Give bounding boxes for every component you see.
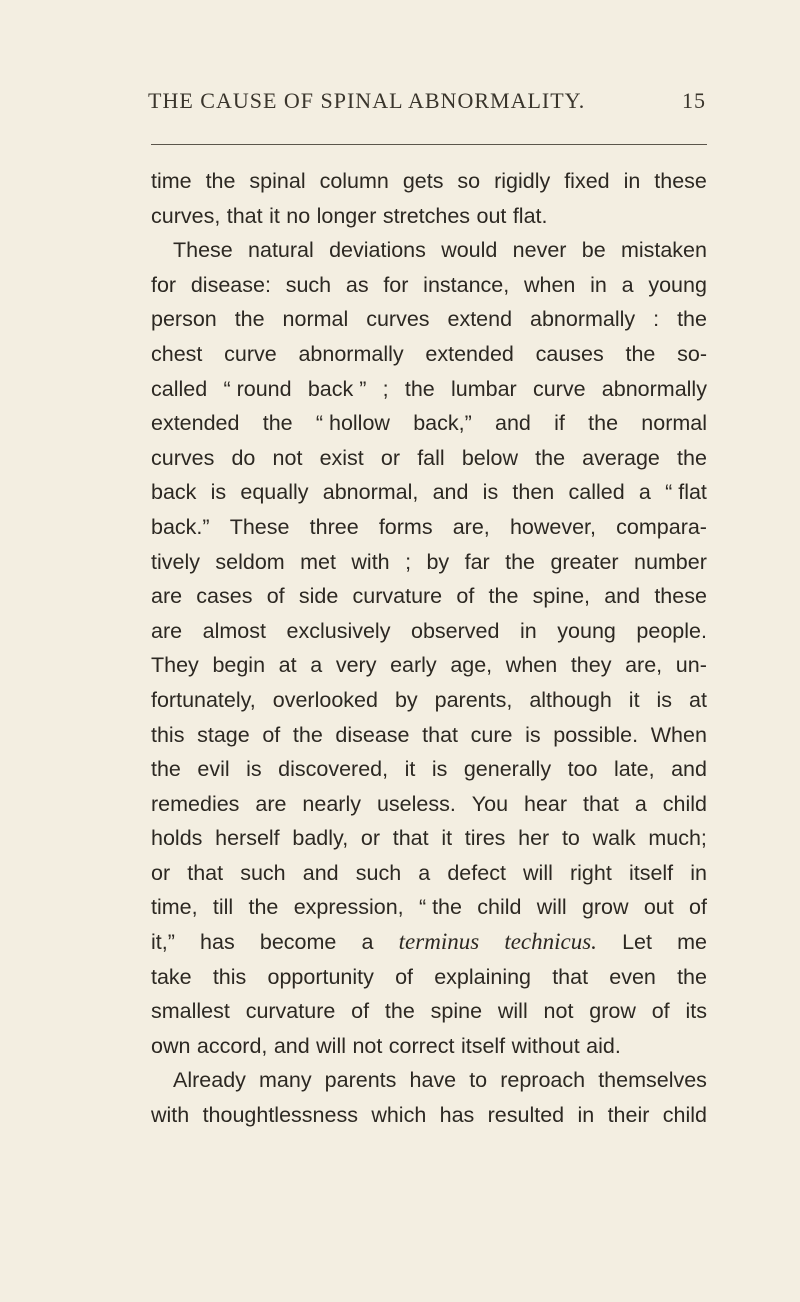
- word: when: [505, 653, 558, 678]
- text-line: [151, 441, 707, 476]
- word: when: [523, 272, 576, 297]
- word: it: [404, 757, 416, 782]
- word: or: [151, 860, 171, 885]
- word: column: [319, 169, 389, 193]
- word: by: [426, 549, 450, 574]
- header-rule: [151, 144, 707, 145]
- word: cure: [470, 722, 513, 747]
- word: and: [273, 1033, 310, 1058]
- word: possible.: [553, 722, 639, 747]
- word: “ flat: [665, 480, 707, 505]
- word: be: [581, 238, 606, 263]
- text-line: [151, 614, 707, 649]
- word: with: [151, 1103, 190, 1128]
- word: such: [285, 272, 332, 297]
- text-line: [151, 1098, 707, 1133]
- word: the: [234, 307, 265, 332]
- word: time: [151, 169, 192, 193]
- word: exclusively: [286, 618, 391, 643]
- word: which: [371, 1103, 427, 1128]
- text-line: [151, 233, 707, 268]
- word: defect: [447, 860, 506, 885]
- text-line: [151, 302, 707, 337]
- word: are: [151, 618, 183, 643]
- word: they: [570, 653, 612, 678]
- word: far: [464, 549, 490, 574]
- word: curvature: [352, 584, 443, 609]
- word: of: [689, 895, 707, 920]
- word: even: [609, 964, 656, 989]
- word: cases: [196, 584, 253, 609]
- word: natural: [248, 238, 314, 263]
- text-line: [151, 856, 707, 891]
- word: so-: [677, 341, 707, 366]
- word: parents: [324, 1068, 397, 1093]
- word: itself: [628, 860, 674, 885]
- word: grow: [581, 895, 629, 920]
- word: in: [590, 272, 607, 297]
- word: curve: [532, 376, 586, 401]
- word: are,: [625, 653, 663, 678]
- text-line: [151, 475, 707, 510]
- word: however,: [509, 514, 596, 539]
- word: child: [662, 1103, 707, 1128]
- text-line: [151, 683, 707, 718]
- word: equally: [240, 480, 309, 505]
- word: extended: [151, 411, 240, 436]
- word: disease:: [190, 272, 271, 297]
- text-line: [151, 372, 707, 407]
- word: a: [621, 272, 634, 297]
- word: that: [187, 860, 224, 885]
- word: opportunity: [267, 964, 374, 989]
- word: is: [431, 757, 448, 782]
- word: un-: [675, 653, 707, 678]
- word: many: [259, 1068, 312, 1093]
- word: deviations: [329, 238, 426, 263]
- word: would: [441, 238, 498, 263]
- word: extended: [425, 341, 514, 366]
- word: useless.: [376, 791, 456, 816]
- word: so: [457, 169, 481, 193]
- word: at: [278, 653, 297, 678]
- word: out: [643, 895, 674, 920]
- word: are: [151, 584, 183, 609]
- word: When: [650, 722, 707, 747]
- word: are: [255, 791, 287, 816]
- word: that: [583, 791, 619, 816]
- word: evil: [197, 757, 230, 782]
- word: tires: [464, 826, 506, 851]
- word: generally: [463, 757, 552, 782]
- word: it,”: [151, 930, 175, 955]
- word: holds: [151, 826, 203, 851]
- text-line: [151, 164, 707, 199]
- text-line: [151, 199, 707, 234]
- text-line: [151, 821, 707, 856]
- text-line: [151, 960, 707, 995]
- word: abnormal,: [322, 480, 419, 505]
- word: overlooked: [272, 687, 378, 712]
- word: called: [151, 376, 208, 401]
- word: the: [292, 722, 323, 747]
- word: no: [286, 203, 311, 228]
- word: in: [690, 860, 707, 885]
- text-line: [151, 648, 707, 683]
- text-line: [151, 752, 707, 787]
- word: a: [638, 480, 651, 505]
- word: in: [577, 1103, 595, 1128]
- word: a: [634, 791, 647, 816]
- word: become: [259, 930, 337, 955]
- word: Already: [173, 1068, 246, 1093]
- text-line: [151, 545, 707, 580]
- word: a: [418, 860, 431, 885]
- word: her: [518, 826, 550, 851]
- word: child: [477, 895, 522, 920]
- word: curvature: [245, 999, 336, 1024]
- word: not: [272, 445, 303, 470]
- word: hear: [524, 791, 568, 816]
- word: forms: [378, 514, 433, 539]
- word: it: [628, 687, 640, 712]
- word: greater: [550, 549, 619, 574]
- word: curves: [151, 445, 215, 470]
- word: terminus: [398, 929, 480, 955]
- word: a: [361, 930, 374, 955]
- word: gets: [402, 169, 444, 193]
- word: called: [568, 480, 625, 505]
- word: the: [488, 584, 519, 609]
- word: young: [557, 618, 616, 643]
- word: met: [300, 549, 336, 574]
- text-line: [151, 1063, 707, 1098]
- word: back: [151, 480, 197, 505]
- word: ;: [405, 549, 412, 574]
- word: is: [246, 757, 262, 782]
- word: These: [229, 514, 290, 539]
- word: compara-: [616, 514, 707, 539]
- word: by: [394, 687, 418, 712]
- word: technicus.: [504, 929, 597, 955]
- word: till: [212, 895, 234, 920]
- text-line: [151, 579, 707, 614]
- word: without: [511, 1033, 580, 1058]
- word: back ”: [307, 376, 367, 401]
- word: to: [561, 826, 580, 851]
- word: You: [471, 791, 509, 816]
- text-line: [151, 337, 707, 372]
- word: is: [525, 722, 541, 747]
- word: seldom: [215, 549, 285, 574]
- word: will: [316, 1033, 347, 1058]
- word: spine: [430, 999, 483, 1024]
- word: has: [200, 930, 235, 955]
- word: and: [604, 584, 641, 609]
- word: take: [151, 964, 192, 989]
- word: for: [151, 272, 177, 297]
- word: They: [151, 653, 199, 678]
- word: the: [248, 895, 279, 920]
- text-line: [151, 994, 707, 1029]
- word: number: [633, 549, 707, 574]
- word: itself: [460, 1033, 506, 1058]
- word: normal: [641, 411, 707, 436]
- word: “ hollow: [315, 411, 390, 436]
- word: are,: [452, 514, 490, 539]
- word: rigidly: [494, 169, 551, 193]
- word: fortunately,: [151, 687, 256, 712]
- word: observed: [411, 618, 500, 643]
- text-line: [151, 718, 707, 753]
- word: nearly: [302, 791, 361, 816]
- word: is: [656, 687, 673, 712]
- word: curves: [366, 307, 430, 332]
- word: of: [651, 999, 670, 1024]
- word: “ the: [418, 895, 462, 920]
- word: These: [173, 238, 233, 263]
- word: that: [552, 964, 589, 989]
- word: back,”: [413, 411, 472, 436]
- word: out: [476, 203, 507, 228]
- word: of: [262, 722, 281, 747]
- word: abnormally: [530, 307, 636, 332]
- word: fixed: [564, 169, 610, 193]
- word: expression,: [293, 895, 404, 920]
- word: reproach: [500, 1068, 586, 1093]
- word: that: [422, 722, 459, 747]
- word: mistaken: [620, 238, 707, 263]
- word: herself: [215, 826, 280, 851]
- word: side: [298, 584, 339, 609]
- page-number: 15: [682, 88, 706, 113]
- word: or: [360, 826, 381, 851]
- word: and: [495, 411, 531, 436]
- word: curves,: [151, 203, 221, 228]
- word: the: [384, 999, 415, 1024]
- word: these: [654, 584, 707, 609]
- word: their: [607, 1103, 650, 1128]
- word: such: [355, 860, 402, 885]
- text-line: [151, 268, 707, 303]
- word: the: [677, 307, 707, 332]
- word: the: [151, 757, 181, 782]
- word: never: [512, 238, 567, 263]
- word: causes: [535, 341, 604, 366]
- word: fall: [417, 445, 445, 470]
- word: not: [352, 1033, 383, 1058]
- word: young: [648, 272, 707, 297]
- word: this: [212, 964, 247, 989]
- word: the: [677, 964, 707, 989]
- word: abnormally: [601, 376, 707, 401]
- word: is: [210, 480, 227, 505]
- word: person: [151, 307, 217, 332]
- word: extend: [447, 307, 513, 332]
- word: tively: [151, 549, 200, 574]
- word: smallest: [151, 999, 230, 1024]
- word: the: [505, 549, 536, 574]
- word: although: [529, 687, 612, 712]
- word: in: [623, 169, 641, 193]
- word: aid.: [586, 1033, 621, 1058]
- word: themselves: [598, 1068, 707, 1093]
- word: will: [497, 999, 528, 1024]
- word: Let: [622, 930, 652, 955]
- word: below: [461, 445, 518, 470]
- running-head: [148, 88, 708, 122]
- word: is: [482, 480, 499, 505]
- word: badly,: [292, 826, 349, 851]
- word: that: [226, 203, 263, 228]
- body-text: [151, 164, 707, 1133]
- word: right: [570, 860, 612, 885]
- text-line: [151, 787, 707, 822]
- word: stretches: [382, 203, 471, 228]
- word: or: [380, 445, 401, 470]
- word: this: [151, 722, 185, 747]
- word: abnormally: [298, 341, 404, 366]
- word: do: [231, 445, 256, 470]
- word: in: [520, 618, 537, 643]
- word: almost: [202, 618, 266, 643]
- word: child: [662, 791, 707, 816]
- word: :: [653, 307, 660, 332]
- word: of: [395, 964, 413, 989]
- text-line: [151, 1029, 707, 1064]
- word: thoughtlessness: [202, 1103, 358, 1128]
- word: exist: [319, 445, 364, 470]
- word: three: [309, 514, 359, 539]
- word: and: [671, 757, 707, 782]
- word: discovered,: [278, 757, 389, 782]
- word: if: [554, 411, 565, 436]
- word: stage: [197, 722, 250, 747]
- word: grow: [589, 999, 636, 1024]
- word: not: [543, 999, 574, 1024]
- word: the: [262, 411, 293, 436]
- word: disease: [335, 722, 410, 747]
- word: the: [404, 376, 435, 401]
- word: the: [677, 445, 707, 470]
- word: have: [409, 1068, 457, 1093]
- word: the: [625, 341, 656, 366]
- word: instance,: [423, 272, 510, 297]
- word: very: [335, 653, 377, 678]
- word: own: [151, 1033, 191, 1058]
- text-line: [151, 510, 707, 545]
- word: chest: [151, 341, 203, 366]
- word: back.”: [151, 514, 210, 539]
- word: “ round: [223, 376, 292, 401]
- word: the: [588, 411, 619, 436]
- word: begin: [212, 653, 266, 678]
- word: average: [582, 445, 660, 470]
- word: parents,: [434, 687, 513, 712]
- word: then: [512, 480, 555, 505]
- word: as: [345, 272, 369, 297]
- word: walk: [592, 826, 636, 851]
- word: with: [351, 549, 390, 574]
- word: of: [266, 584, 285, 609]
- word: these: [654, 169, 707, 193]
- word: much;: [648, 826, 707, 851]
- word: me: [677, 930, 707, 955]
- word: resulted: [487, 1103, 565, 1128]
- word: people.: [636, 618, 707, 643]
- word: the: [205, 169, 236, 193]
- word: time,: [151, 895, 198, 920]
- word: remedies: [151, 791, 240, 816]
- word: ;: [382, 376, 389, 401]
- word: lumbar: [451, 376, 517, 401]
- word: will: [523, 860, 553, 885]
- word: normal: [282, 307, 349, 332]
- word: at: [689, 687, 707, 712]
- word: flat.: [512, 203, 548, 228]
- text-line: [151, 890, 707, 925]
- running-head-title: THE CAUSE OF SPINAL ABNORMALITY.: [148, 88, 586, 113]
- word: its: [685, 999, 707, 1024]
- word: that: [392, 826, 429, 851]
- word: such: [240, 860, 286, 885]
- word: correct: [388, 1033, 455, 1058]
- word: age,: [450, 653, 493, 678]
- word: it: [441, 826, 453, 851]
- word: a: [310, 653, 323, 678]
- word: of: [456, 584, 475, 609]
- text-line: [151, 925, 707, 960]
- word: the: [535, 445, 566, 470]
- word: it: [269, 203, 280, 228]
- word: and: [432, 480, 469, 505]
- word: of: [351, 999, 370, 1024]
- word: spine,: [532, 584, 590, 609]
- word: has: [439, 1103, 475, 1128]
- word: for: [383, 272, 409, 297]
- word: to: [469, 1068, 488, 1093]
- word: will: [536, 895, 567, 920]
- word: too: [567, 757, 598, 782]
- word: spinal: [249, 169, 306, 193]
- text-line: [151, 406, 707, 441]
- word: late,: [613, 757, 655, 782]
- word: accord,: [196, 1033, 268, 1058]
- word: and: [302, 860, 339, 885]
- word: early: [390, 653, 437, 678]
- word: explaining: [434, 964, 532, 989]
- word: curve: [224, 341, 277, 366]
- word: longer: [316, 203, 377, 228]
